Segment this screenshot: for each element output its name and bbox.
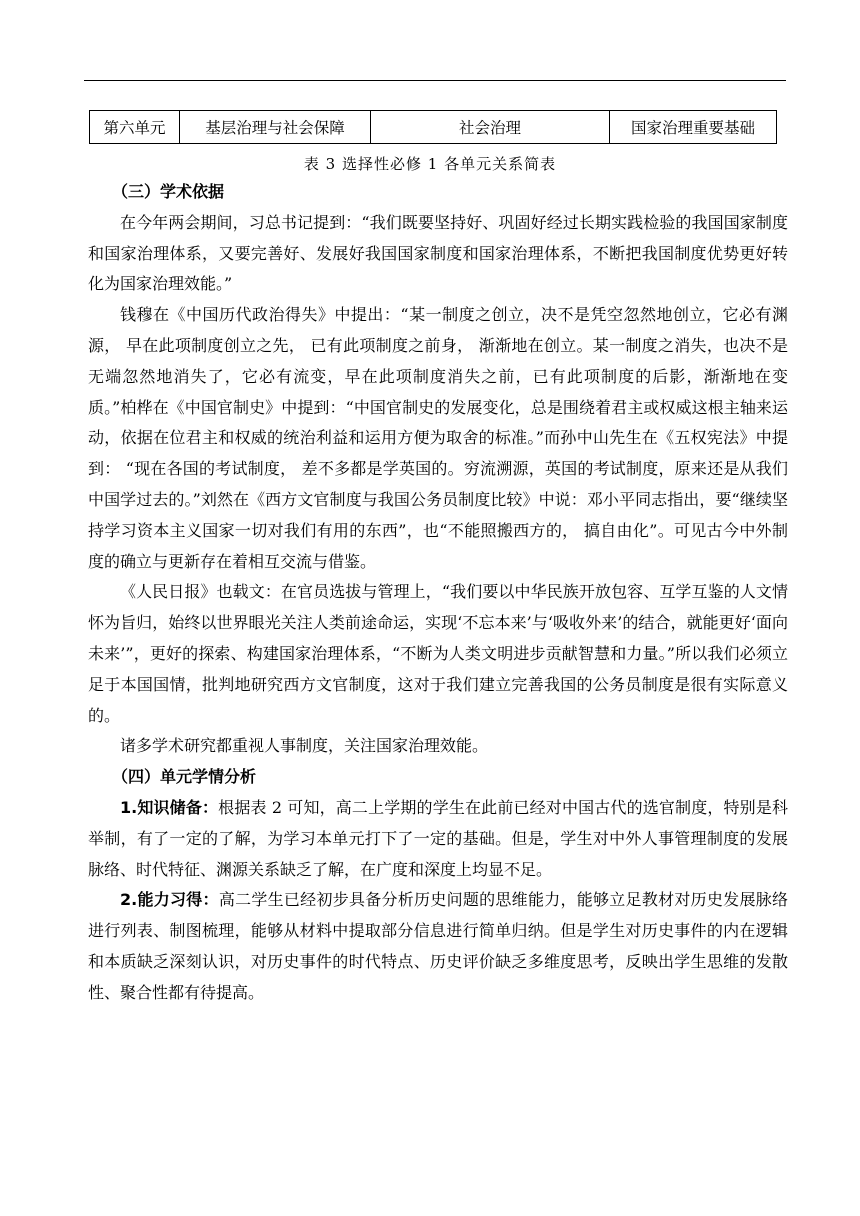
header-rule bbox=[84, 80, 786, 81]
item-text-ability: 高二学生已经初步具备分析历史问题的思维能力，能够立足教材对历史发展脉络进行列表、制图梳理，能够从材料中提取部分信息进行简单归纳。但是学生对历史事件的内在逻辑和本质缺乏深刻认识，对历史事件的时代特点、历史评价缺乏多维度思考，反映出学生思维的发散性、聚合性都有待提高。 bbox=[88, 890, 788, 1002]
unit-relation-table bbox=[89, 110, 777, 144]
table-cell-role: 国家治理重要基础 bbox=[610, 111, 777, 144]
paragraph-scholar-quotes: 钱穆在《中国历代政治得失》中提出：“某一制度之创立，决不是凭空忽然地创立，它必有渊源， 早在此项制度创立之先， 已有此项制度之前身， 渐渐地在创立。某一制度之消失，也决不是无端忽然地消失了，它必有流变，早在此项制度消失之前，已有此项制度的后影，渐渐地在变质。”柏桦在《中国官制史》中提到：“中国官制史的发展变化，总是围绕着君主或权威这根主轴来运动，依据在位君主和权威的统治利益和运用方便为取舍的标准。”而孙中山先生在《五权宪法》中提到： “现在各国的考试制度， 差不多都是学英国的。穷流溯源，英国的考试制度，原来还是从我们中国学过去的。”刘然在《西方文官制度与我国公务员制度比较》中说：邓小平同志指出，要“继续坚持学习资本主义国家一切对我们有用的东西”，也“不能照搬西方的， 搞自由化”。可见古今中外制度的确立与更新存在着相互交流与借鉴。 bbox=[88, 305, 788, 571]
table-cell-unit: 第六单元 bbox=[90, 111, 180, 144]
item-text-knowledge: 根据表 2 可知，高二上学期的学生在此前已经对中国古代的选官制度，特别是科举制，有了一定的了解，为学习本单元打下了一定的基础。但是，学生对中外人事管理制度的发展脉络、时代特征、渊源关系缺乏了解，在广度和深度上均显不足。 bbox=[88, 797, 788, 879]
item-lead-ability: 2.能力习得： bbox=[120, 890, 219, 910]
table-caption: 表 3 选择性必修 1 各单元关系简表 bbox=[303, 155, 557, 173]
table-cell-theme: 社会治理 bbox=[371, 111, 610, 144]
table-cell-title: 基层治理与社会保障 bbox=[180, 111, 371, 144]
table-row bbox=[90, 111, 777, 144]
paragraph-summary: 诸多学术研究都重视人事制度，关注国家治理效能。 bbox=[120, 736, 489, 756]
paragraph-knowledge-reserve bbox=[88, 793, 788, 885]
paragraph-two-sessions: 在今年两会期间，习总书记提到：“我们既要坚持好、巩固好经过长期实践检验的我国国家制度和国家治理体系，又要完善好、发展好我国国家制度和国家治理体系，不断把我国制度优势更好转化为国家治理效能。” bbox=[88, 212, 788, 294]
section-heading-learner-analysis: （四）单元学情分析 bbox=[112, 767, 257, 787]
paragraph-peoples-daily: 《人民日报》也载文：在官员选拔与管理上，“我们要以中华民族开放包容、互学互鉴的人文情怀为旨归，始终以世界眼光关注人类前途命运，实现‘不忘本来’与‘吸收外来’的结合，就能更好‘面向未来’”，更好的探索、构建国家治理体系，“不断为人类文明进步贡献智慧和力量。”所以我们必须立足于本国国情，批判地研究西方文官制度，这对于我们建立完善我国的公务员制度是很有实际意义的。 bbox=[88, 582, 788, 725]
paragraph-ability bbox=[88, 885, 788, 1008]
section-heading-academic-basis: （三）学术依据 bbox=[112, 182, 225, 201]
item-lead-knowledge: 1.知识储备： bbox=[120, 797, 219, 817]
document-body bbox=[88, 177, 788, 1009]
